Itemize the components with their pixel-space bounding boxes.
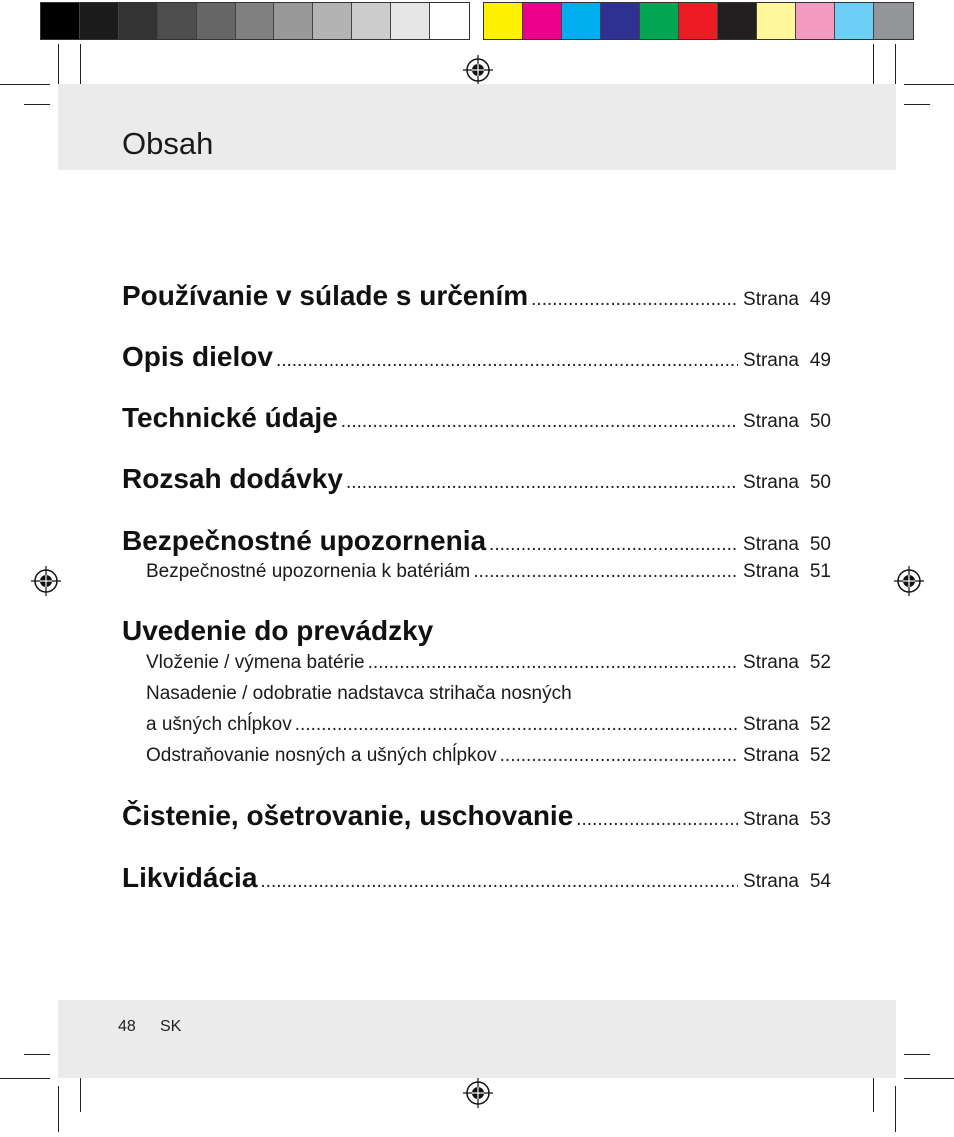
language-code: SK (160, 1018, 182, 1035)
page-number: 49 (809, 350, 831, 371)
color-swatch (874, 3, 913, 39)
page-word: Strana (743, 472, 799, 493)
toc-entry (122, 341, 831, 373)
toc-entry-title: Rozsah dodávky (122, 463, 343, 494)
toc-entry (122, 463, 831, 495)
crop-mark (904, 1078, 954, 1079)
toc-section-heading: Uvedenie do prevádzky (122, 615, 434, 646)
page-number: 50 (809, 411, 831, 432)
crop-mark (24, 104, 50, 105)
color-swatch (484, 3, 523, 39)
toc-entry (122, 280, 831, 312)
registration-mark-icon (894, 566, 924, 596)
color-swatch (197, 3, 236, 39)
color-swatch (562, 3, 601, 39)
crop-mark (895, 1086, 896, 1132)
crop-mark (0, 1078, 50, 1079)
crop-mark (895, 44, 896, 84)
toc-entry (122, 525, 831, 557)
crop-mark (904, 84, 954, 85)
color-swatch (41, 3, 80, 39)
color-swatch (119, 3, 158, 39)
registration-mark-icon (31, 566, 61, 596)
toc-entry-title: a ušných chĺpkov (146, 714, 292, 735)
page-number-footer: 48 (118, 1018, 136, 1035)
page-number: 49 (809, 289, 831, 310)
footer-band (58, 1000, 896, 1078)
color-swatch (313, 3, 352, 39)
color-swatch (352, 3, 391, 39)
color-swatch (757, 3, 796, 39)
page-number: 50 (809, 472, 831, 493)
toc-entry (122, 862, 831, 894)
toc-entry-title: Technické údaje (122, 402, 338, 433)
page-title: Obsah (122, 126, 214, 161)
registration-mark-icon (463, 1078, 493, 1108)
color-swatch (236, 3, 275, 39)
crop-mark (873, 1072, 874, 1112)
color-swatch (430, 3, 469, 39)
color-swatch (158, 3, 197, 39)
crop-mark (24, 1054, 50, 1055)
page-number: 52 (809, 714, 831, 735)
page-word: Strana (743, 745, 799, 766)
toc-entry-title: Likvidácia (122, 862, 258, 893)
page-number: 52 (809, 745, 831, 766)
toc-entry-title: Vloženie / výmena batérie (146, 652, 365, 673)
page-number: 54 (809, 871, 831, 892)
color-swatch (796, 3, 835, 39)
toc-entry-title: Odstraňovanie nosných a ušných chĺpkov (146, 745, 497, 766)
page-number: 52 (809, 652, 831, 673)
leader-dots (295, 714, 738, 736)
page-word: Strana (743, 561, 799, 582)
toc-entry (122, 402, 831, 434)
color-swatch (835, 3, 874, 39)
leader-dots (473, 561, 738, 583)
toc-subentry (146, 745, 831, 767)
color-swatch (523, 3, 562, 39)
color-swatch (391, 3, 430, 39)
page-word: Strana (743, 871, 799, 892)
toc-entry-title: Používanie v súlade s určením (122, 280, 529, 311)
color-swatch (601, 3, 640, 39)
crop-mark (58, 44, 59, 84)
crop-mark (904, 104, 930, 105)
leader-dots (531, 289, 738, 311)
registration-mark-icon (463, 55, 493, 85)
leader-dots (260, 871, 738, 893)
leader-dots (500, 745, 738, 767)
crop-mark (0, 84, 50, 85)
color-swatch (640, 3, 679, 39)
page-number: 53 (809, 809, 831, 830)
leader-dots (276, 350, 738, 372)
crop-mark (904, 1054, 930, 1055)
crop-mark (58, 1086, 59, 1132)
leader-dots (346, 472, 738, 494)
page-word: Strana (743, 534, 799, 555)
page-number: 51 (809, 561, 831, 582)
toc-entry-title: Opis dielov (122, 341, 273, 372)
crop-mark (80, 1072, 81, 1112)
toc-entry (122, 800, 831, 832)
page-word: Strana (743, 411, 799, 432)
leader-dots (489, 534, 738, 556)
toc-subentry (146, 561, 831, 583)
leader-dots (368, 652, 738, 674)
toc-entry-title: Čistenie, ošetrovanie, uschovanie (122, 800, 574, 831)
page-word: Strana (743, 652, 799, 673)
grayscale-calibration-bar (40, 2, 470, 40)
page-word: Strana (743, 714, 799, 735)
page-word: Strana (743, 350, 799, 371)
page-word: Strana (743, 289, 799, 310)
toc-subentry (146, 652, 831, 674)
color-calibration-bar (483, 2, 914, 40)
toc-subentry (146, 714, 831, 736)
toc-subentry-line: Nasadenie / odobratie nadstavca strihača nosných (146, 683, 572, 704)
toc-entry-title: Bezpečnostné upozornenia k batériám (146, 561, 471, 582)
leader-dots (341, 411, 738, 433)
page-word: Strana (743, 809, 799, 830)
page-number: 50 (809, 534, 831, 555)
color-swatch (718, 3, 757, 39)
toc-entry-title: Bezpečnostné upozornenia (122, 525, 487, 556)
color-swatch (679, 3, 718, 39)
color-swatch (274, 3, 313, 39)
color-swatch (80, 3, 119, 39)
leader-dots (576, 809, 738, 831)
